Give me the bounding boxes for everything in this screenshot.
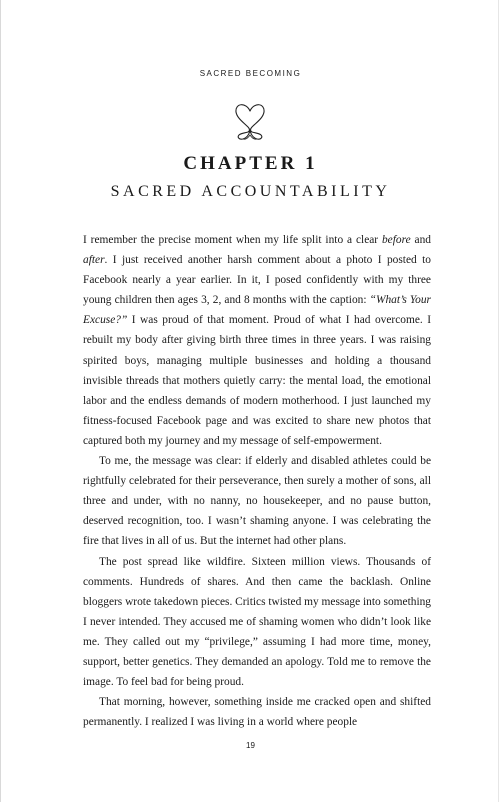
text-run: . I just received another harsh comment about a photo I posted to Facebook nearly a year earlier. In it, I posed confidently with my three young children then ages 3, 2, and 8 months with the caption: xyxy=(83,254,431,307)
text-run: To me, the message was clear: if elderly and disabled athletes could be rightfully celebrated for their perseverance, then surely a mother of sons, all three and under, with no nanny, no housekeeper, and no pause button, deserved recognition, too. I wasn’t shaming anyone. I was celebrating the fire that lives in all of us. But the internet had other plans. xyxy=(83,455,431,548)
text-run: The post spread like wildfire. Sixteen million views. Thousands of comments. Hundreds of shares. And then came the backlash. Online bloggers wrote takedown pieces. Critics twisted my message into something I never intended. They accused me of shaming women who didn’t look like me. They called out my “privilege,” assuming I had more time, money, support, better genetics. They demanded an apology. Told me to remove the image. To feel bad for being proud. xyxy=(83,555,431,689)
italic-text: before xyxy=(381,234,411,246)
paragraph xyxy=(83,692,431,732)
paragraph xyxy=(83,552,431,693)
chapter-title: SACRED ACCOUNTABILITY xyxy=(110,183,391,200)
page-number: 19 xyxy=(246,741,255,750)
heart-swirl-icon xyxy=(227,98,273,144)
text-run: I remember the precise moment when my life split into a clear xyxy=(83,234,382,246)
text-run: I was proud of that moment. Proud of what I had overcome. I rebuilt my body after giving birth three times in three years. I was raising spirited boys, managing multiple businesses and holding a thousand invisible threads that mothers quietly carry: the mental load, the emotional labor and the endless demands of modern motherhood. I just launched my fitness-focused Facebook page and was excited to share new photos that captured both my journey and my message of self-empowerment. xyxy=(83,314,431,447)
text-run: That morning, however, something inside me cracked open and shifted permanently. I realized I was living in a world where people xyxy=(83,696,431,729)
chapter-body xyxy=(83,230,431,732)
italic-text: “What’s Your Excuse?” xyxy=(83,294,431,327)
text-run: and xyxy=(410,234,432,246)
chapter-number: CHAPTER 1 xyxy=(183,153,318,174)
paragraph xyxy=(83,230,431,451)
paragraph xyxy=(83,451,431,551)
running-header: SACRED BECOMING xyxy=(199,69,302,78)
italic-text: after xyxy=(83,254,105,267)
